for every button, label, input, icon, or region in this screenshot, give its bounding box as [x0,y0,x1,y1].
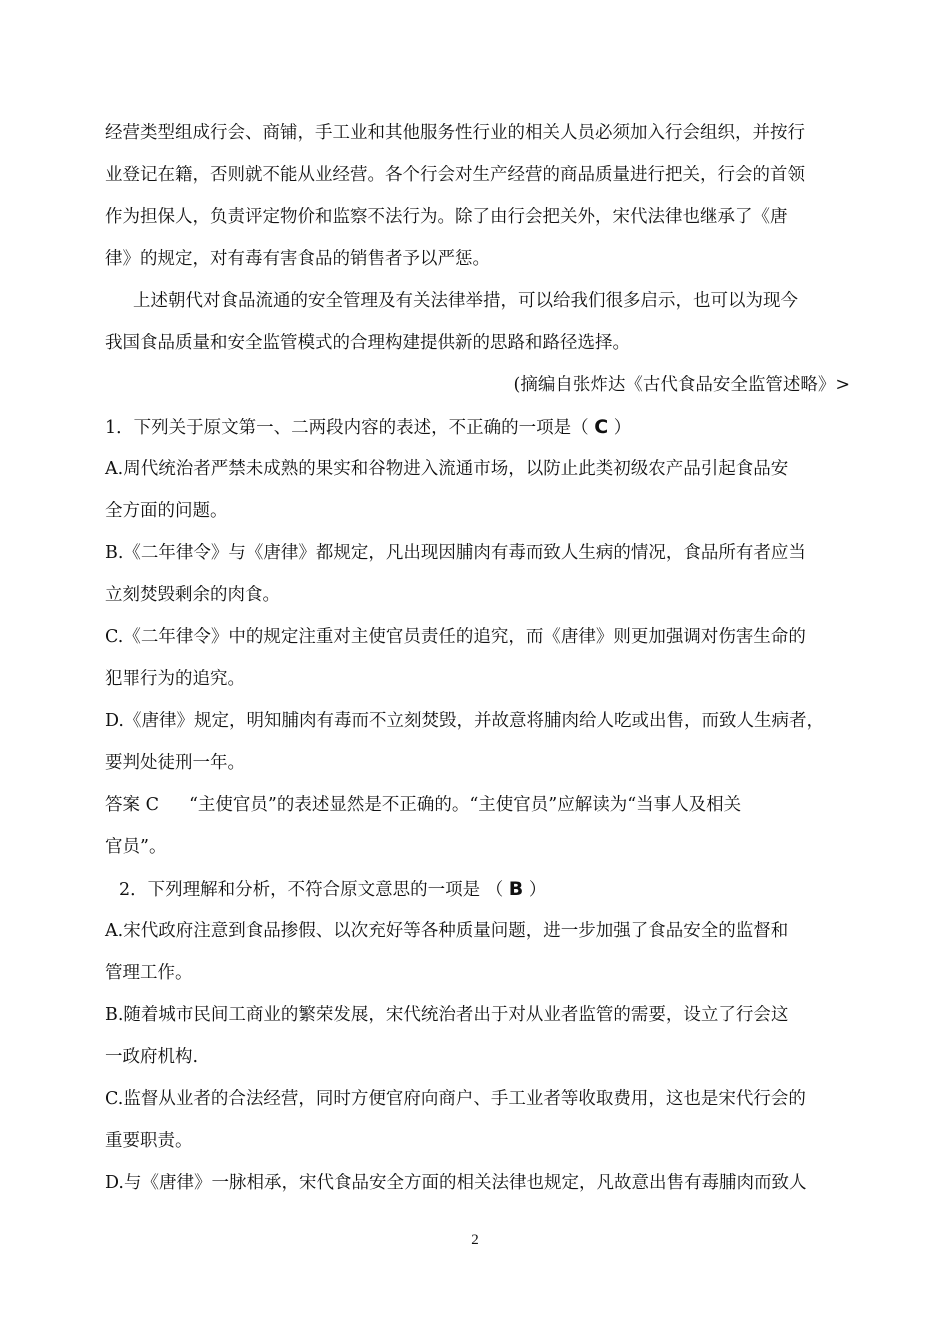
option-d-line: 要判处徒刑一年。 [105,753,245,773]
document-page [105,112,850,1204]
option-c-line: 重要职责。 [105,1131,193,1151]
option-a-line: A.宋代政府注意到食品掺假、以次充好等各种质量问题，进一步加强了食品安全的监督和 [105,921,789,941]
option-a-line: 全方面的问题。 [105,501,228,521]
passage-line: 律》的规定，对有毒有害食品的销售者予以严惩。 [105,249,490,269]
option-c-line: C.《二年律令》中的规定注重对主使官员责任的追究，而《唐律》则更加强调对伤害生命的 [105,627,806,647]
question-stem-close: ） [528,880,547,900]
option-c-line: 犯罪行为的追究。 [105,669,245,689]
option-b-line: B.随着城市民间工商业的繁荣发展，宋代统治者出于对从业者监管的需要，设立了行会这 [105,1005,789,1025]
question-2-stem [105,868,850,910]
explanation-line [105,784,850,826]
explanation-line: 官员”。 [105,837,167,857]
passage-line: 经营类型组成行会、商铺，手工业和其他服务性行业的相关人员必须加入行会组织，并按行 [105,123,805,143]
passage-line: 上述朝代对食品流通的安全管理及有关法律举措，可以给我们很多启示，也可以为现今 [133,291,798,311]
passage-line: 我国食品质量和安全监管模式的合理构建提供新的思路和路径选择。 [105,333,630,353]
option-b-line: 一政府机构. [105,1047,199,1067]
answer-key: B [508,878,524,900]
question-stem-text: 2．下列理解和分析，不符合原文意思的一项是 （ [119,880,504,900]
option-b-line: 立刻焚毁剩余的肉食。 [105,585,280,605]
option-b-line: B.《二年律令》与《唐律》都规定，凡出现因脯肉有毒而致人生病的情况，食品所有者应当 [105,543,806,563]
explanation-label: 答案 C [105,795,159,815]
option-a-line: A.周代统治者严禁未成熟的果实和谷物进入流通市场，以防止此类初级农产品引起食品安 [105,459,789,479]
question-stem-text: 1．下列关于原文第一、二两段内容的表述，不正确的一项是（ [105,418,589,438]
option-d-line: D.与《唐律》一脉相承，宋代食品安全方面的相关法律也规定，凡故意出售有毒脯肉而致人 [105,1173,807,1193]
source-citation: (摘编自张炸达《古代食品安全监管述略》> [513,375,850,395]
question-1-stem [105,406,850,448]
answer-key: C [594,416,609,438]
passage-line: 业登记在籍，否则就不能从业经营。各个行会对生产经营的商品质量进行把关，行会的首领 [105,165,805,185]
question-stem-close: ） [613,418,632,438]
page-number: 2 [471,1232,479,1248]
option-a-line: 管理工作。 [105,963,193,983]
passage-line: 作为担保人，负责评定物价和监察不法行为。除了由行会把关外，宋代法律也继承了《唐 [105,207,788,227]
option-d-line: D.《唐律》规定，明知脯肉有毒而不立刻焚毁，并故意将脯肉给人吃或出售，而致人生病者， [105,711,824,731]
explanation-text: “主使官员”的表述显然是不正确的。“主使官员”应解读为“当事人及相关 [188,795,742,815]
option-c-line: C.监督从业者的合法经营，同时方便官府向商户、手工业者等收取费用，这也是宋代行会的 [105,1089,806,1109]
